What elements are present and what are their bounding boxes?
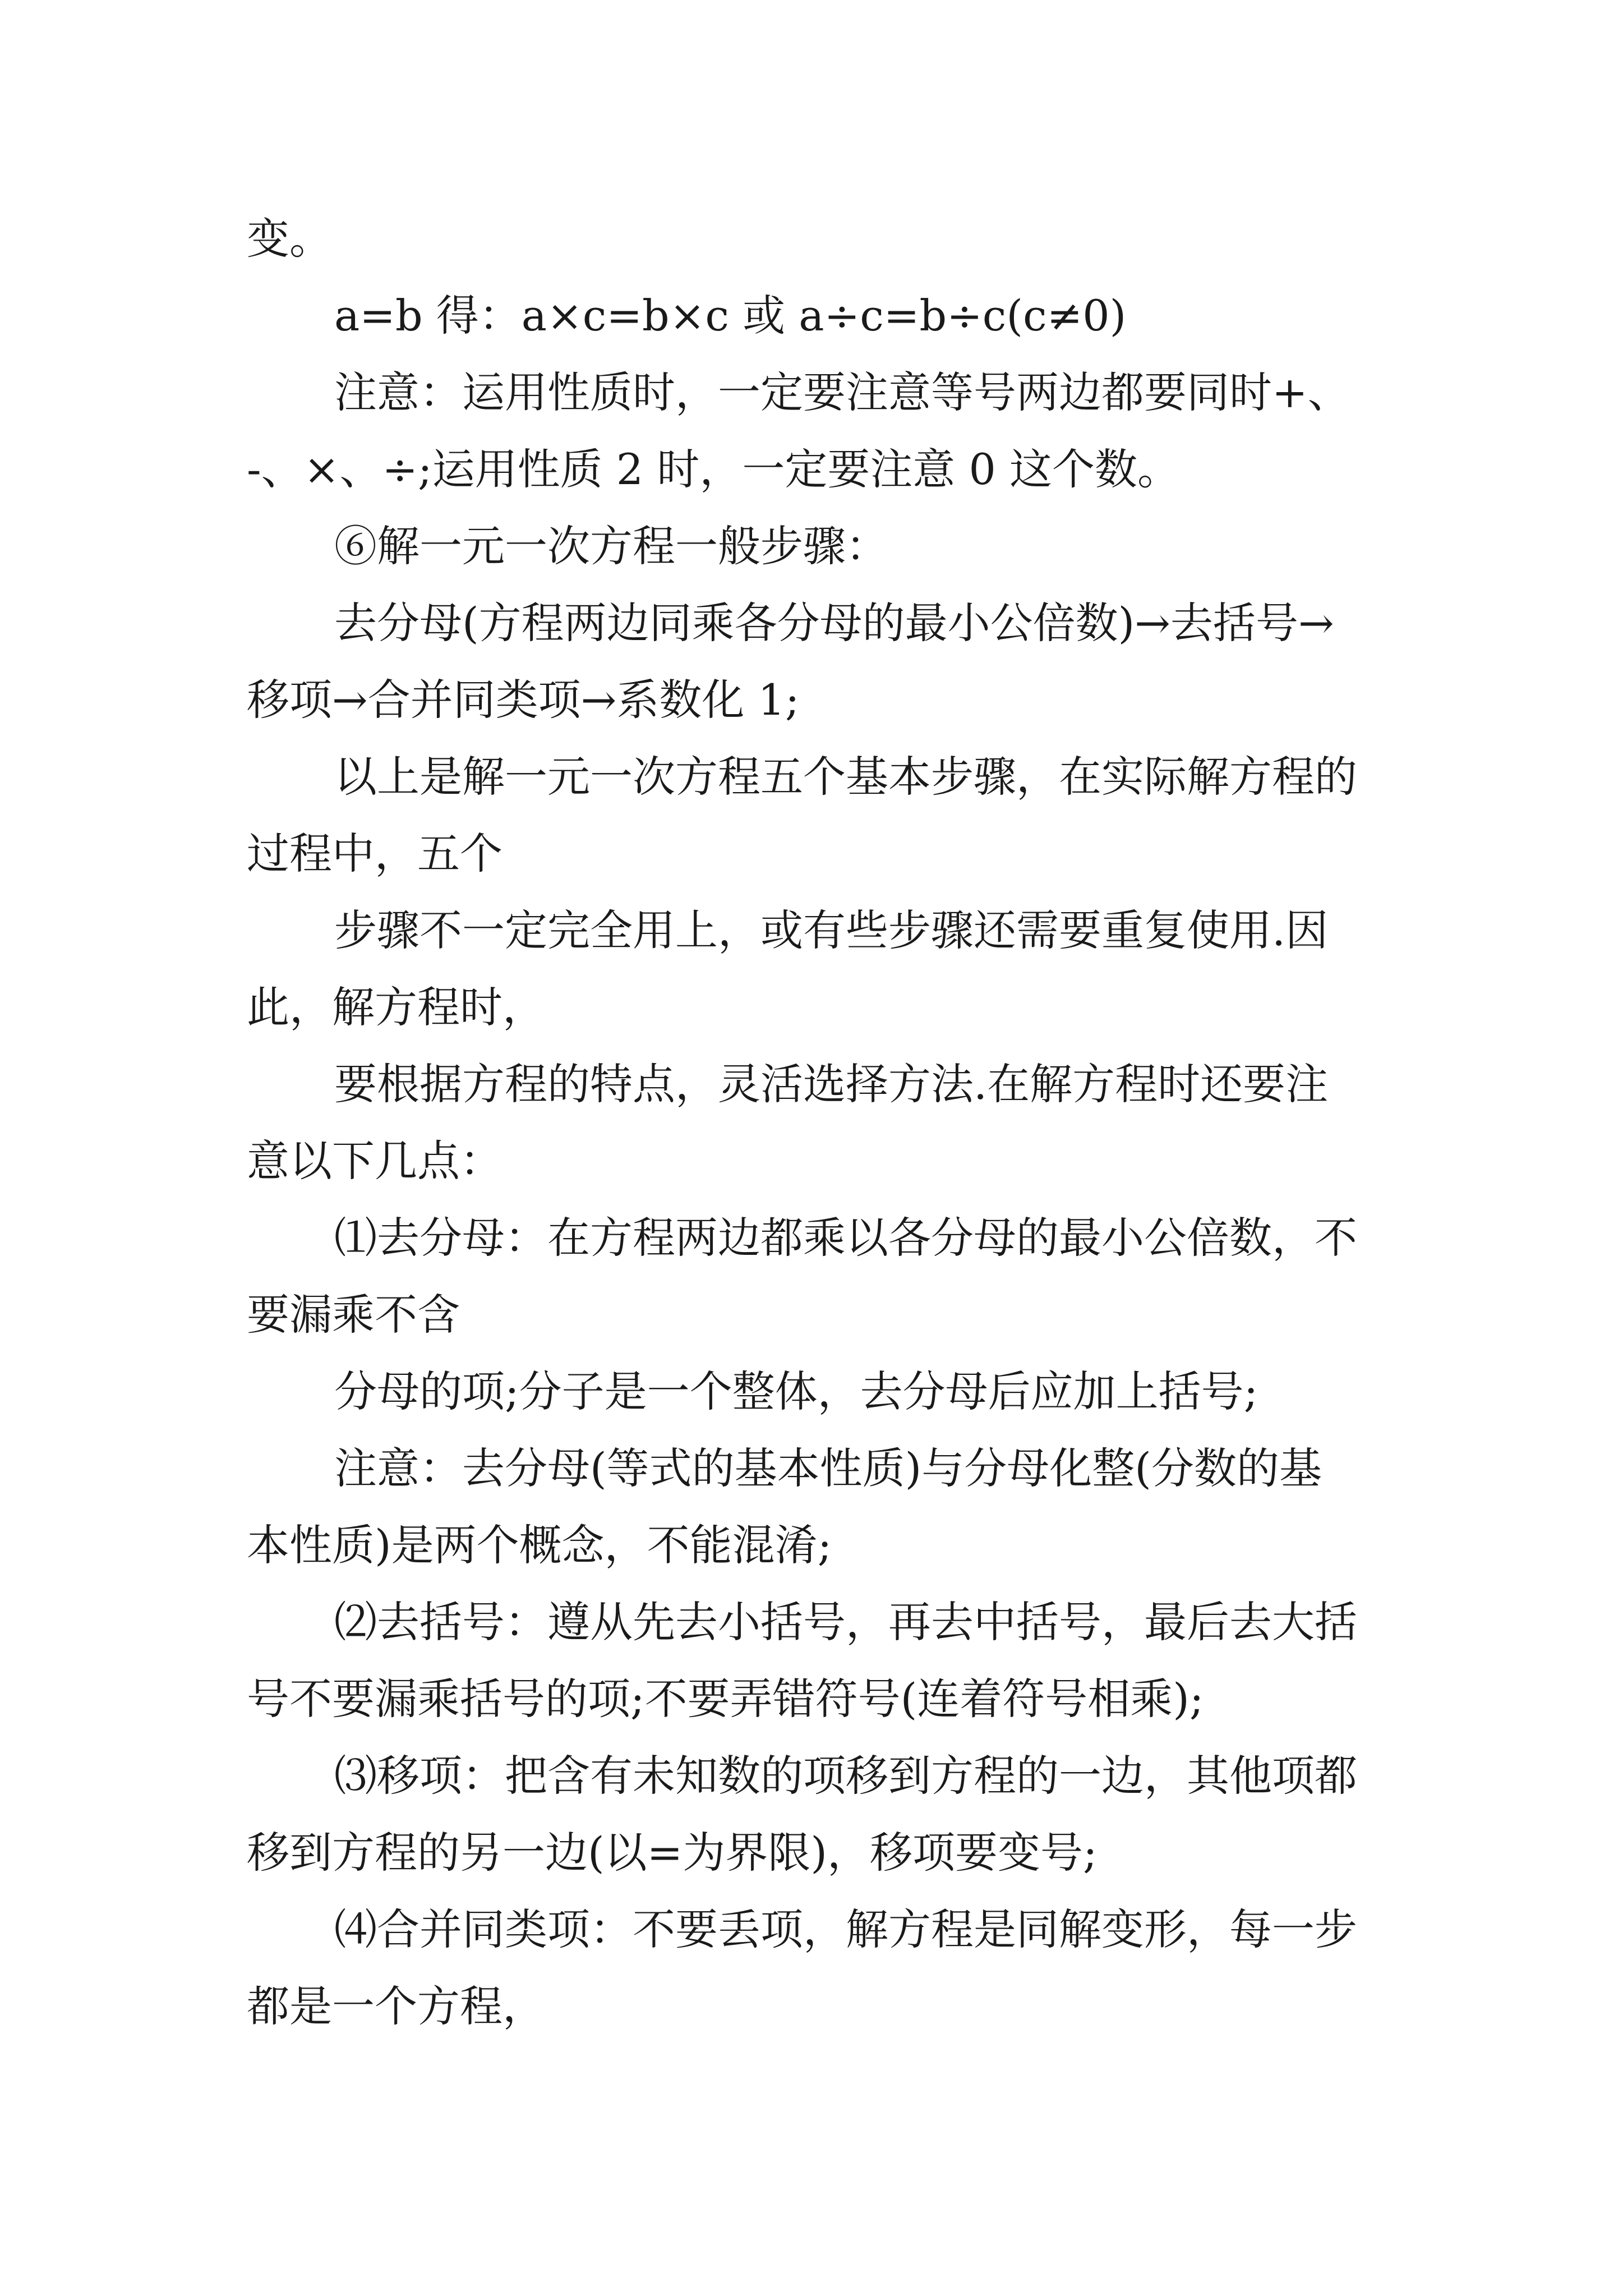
text-line-21: ⑶移项：把含有未知数的项移到方程的一边，其他项都 <box>334 1751 1357 1801</box>
text-line-16: 分母的项;分子是一个整体，去分母后应加上括号; <box>334 1366 1258 1416</box>
text-line-24: 都是一个方程， <box>247 1981 545 2031</box>
text-line-23: ⑷合并同类项：不要丢项，解方程是同解变形，每一步 <box>334 1904 1357 1954</box>
text-line-20: 号不要漏乘括号的项;不要弄错符号(连着符号相乘); <box>247 1674 1204 1724</box>
text-line-2: a=b 得：a×c=b×c 或 a÷c=b÷c(c≠0) <box>334 291 1127 341</box>
text-line-11: 此，解方程时， <box>247 982 545 1032</box>
text-line-17: 注意：去分母(等式的基本性质)与分母化整(分数的基 <box>334 1443 1322 1493</box>
text-line-1: 变。 <box>247 214 332 264</box>
text-line-19: ⑵去括号：遵从先去小括号，再去中括号，最后去大括 <box>334 1597 1357 1647</box>
text-line-15: 要漏乘不含 <box>247 1290 460 1340</box>
text-line-4: -、×、÷;运用性质 2 时，一定要注意 0 这个数。 <box>247 444 1180 494</box>
text-line-9: 过程中，五个 <box>247 829 502 878</box>
text-line-13: 意以下几点： <box>247 1136 502 1186</box>
text-line-7: 移项→合并同类项→系数化 1; <box>247 675 800 725</box>
text-line-10: 步骤不一定完全用上，或有些步骤还需要重复使用.因 <box>334 905 1329 955</box>
text-line-18: 本性质)是两个概念，不能混淆; <box>247 1520 832 1570</box>
text-line-6: 去分母(方程两边同乘各分母的最小公倍数)→去括号→ <box>334 598 1334 648</box>
text-line-8: 以上是解一元一次方程五个基本步骤，在实际解方程的 <box>334 752 1357 802</box>
text-line-3: 注意：运用性质时，一定要注意等号两边都要同时+、 <box>334 367 1350 417</box>
text-line-12: 要根据方程的特点，灵活选择方法.在解方程时还要注 <box>334 1059 1329 1109</box>
text-line-22: 移到方程的另一边(以=为界限)，移项要变号; <box>247 1828 1098 1878</box>
text-line-5: ⑥解一元一次方程一般步骤： <box>334 521 888 571</box>
text-line-14: ⑴去分母：在方程两边都乘以各分母的最小公倍数，不 <box>334 1213 1357 1263</box>
